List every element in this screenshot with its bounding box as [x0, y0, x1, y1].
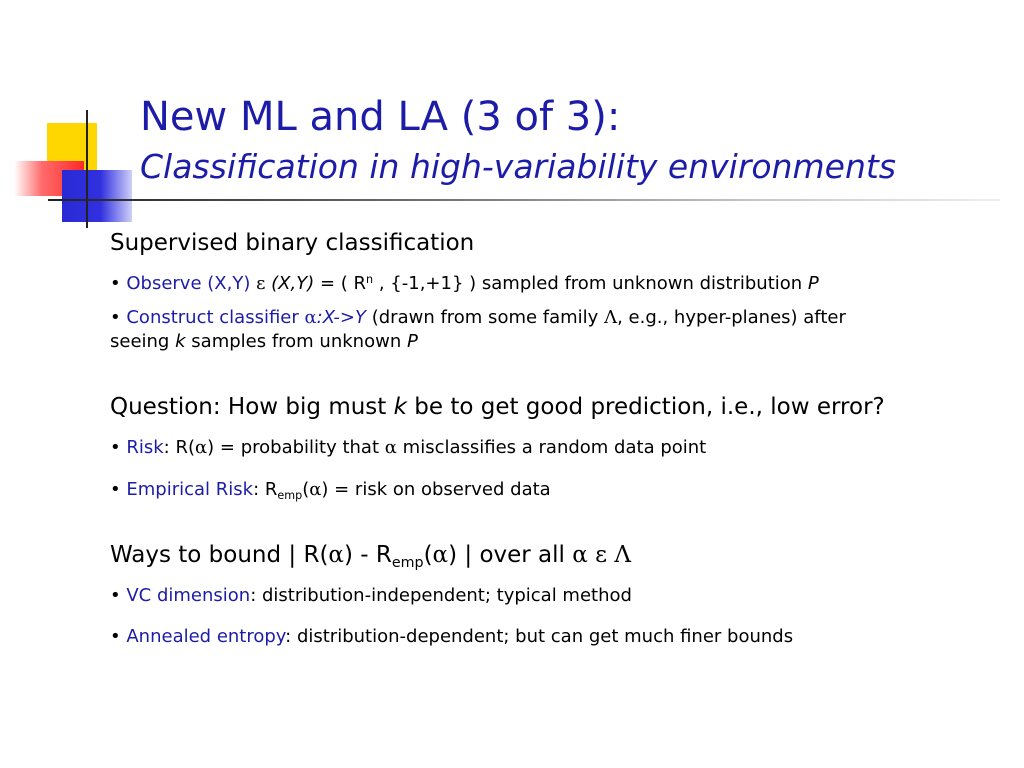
term-annealed-entropy: Annealed entropy [126, 626, 286, 647]
text: ) - R [343, 542, 392, 568]
bullet-marker: • [110, 307, 121, 328]
mapping: :X->Y [316, 307, 366, 328]
term-observe: Observe (X,Y) [126, 273, 251, 294]
slide-title: New ML and LA (3 of 3): [140, 94, 621, 140]
title-underline [48, 199, 1000, 201]
text: , e.g., hyper-planes) after [617, 307, 846, 328]
text: samples from unknown [191, 331, 402, 352]
section-heading-question [110, 392, 1005, 422]
superscript-n: n [366, 272, 374, 286]
slide-body [110, 228, 1005, 649]
alpha-symbol: α [572, 542, 588, 568]
slide-subtitle: Classification in high-variability environments [140, 147, 897, 186]
alpha-symbol: α [432, 542, 449, 568]
text: : distribution-dependent; but can get much finer bounds [285, 626, 794, 647]
alpha-symbol: α [384, 437, 397, 458]
alpha-symbol: α [195, 437, 208, 458]
bullet-marker: • [110, 585, 121, 606]
text: seeing [110, 331, 170, 352]
k-var: k [393, 394, 407, 420]
subscript-emp: emp [391, 554, 424, 571]
vertical-rule [86, 110, 88, 228]
term-empirical-risk: Empirical Risk [126, 479, 254, 500]
text: ) | over all [448, 542, 565, 568]
xy-var: (X,Y) [271, 273, 315, 294]
alpha-symbol: α [328, 542, 344, 568]
text: (drawn from some family [371, 307, 599, 328]
section-heading-ways-to-bound [110, 540, 1005, 570]
bullet-empirical-risk [110, 478, 1005, 502]
bullet-risk [110, 436, 1005, 460]
epsilon-symbol: ε [256, 273, 266, 294]
distribution-p: P [406, 331, 418, 352]
text: : R [253, 479, 278, 500]
text: misclassifies a random data point [402, 437, 707, 458]
epsilon-symbol: ε [595, 542, 608, 568]
section-heading-supervised: Supervised binary classification [110, 230, 475, 256]
term-risk: Risk [126, 437, 164, 458]
bullet-marker: • [110, 479, 121, 500]
alpha-symbol: α [304, 307, 317, 328]
text: : distribution-independent; typical method [250, 585, 632, 606]
text: Question: How big must [110, 394, 387, 420]
text: : R( [163, 437, 195, 458]
text: ) = risk on observed data [321, 479, 551, 500]
k-var: k [175, 331, 186, 352]
text: = ( R [319, 273, 367, 294]
bullet-marker: • [110, 273, 121, 294]
term-construct-classifier: Construct classifier [126, 307, 299, 328]
text: ) = probability that [207, 437, 380, 458]
text: Ways to bound | R( [110, 542, 329, 568]
distribution-p: P [807, 273, 819, 294]
bullet-vc-dimension [110, 584, 1005, 608]
lambda-symbol: Λ [614, 542, 631, 568]
text: , {-1,+1} ) sampled from unknown distribution [378, 273, 803, 294]
text: be to get good prediction, i.e., low error? [414, 394, 885, 420]
text: ( [423, 542, 433, 568]
blue-square-decoration [62, 170, 132, 222]
bullet-construct-classifier [110, 306, 1005, 354]
term-vc-dimension: VC dimension [126, 585, 251, 606]
bullet-marker: • [110, 626, 121, 647]
alpha-symbol: α [309, 479, 322, 500]
lambda-symbol: Λ [604, 307, 618, 328]
subscript-emp: emp [277, 488, 303, 502]
bullet-observe [110, 272, 1005, 296]
text: ( [302, 479, 310, 500]
bullet-marker: • [110, 437, 121, 458]
bullet-annealed-entropy [110, 625, 1005, 649]
